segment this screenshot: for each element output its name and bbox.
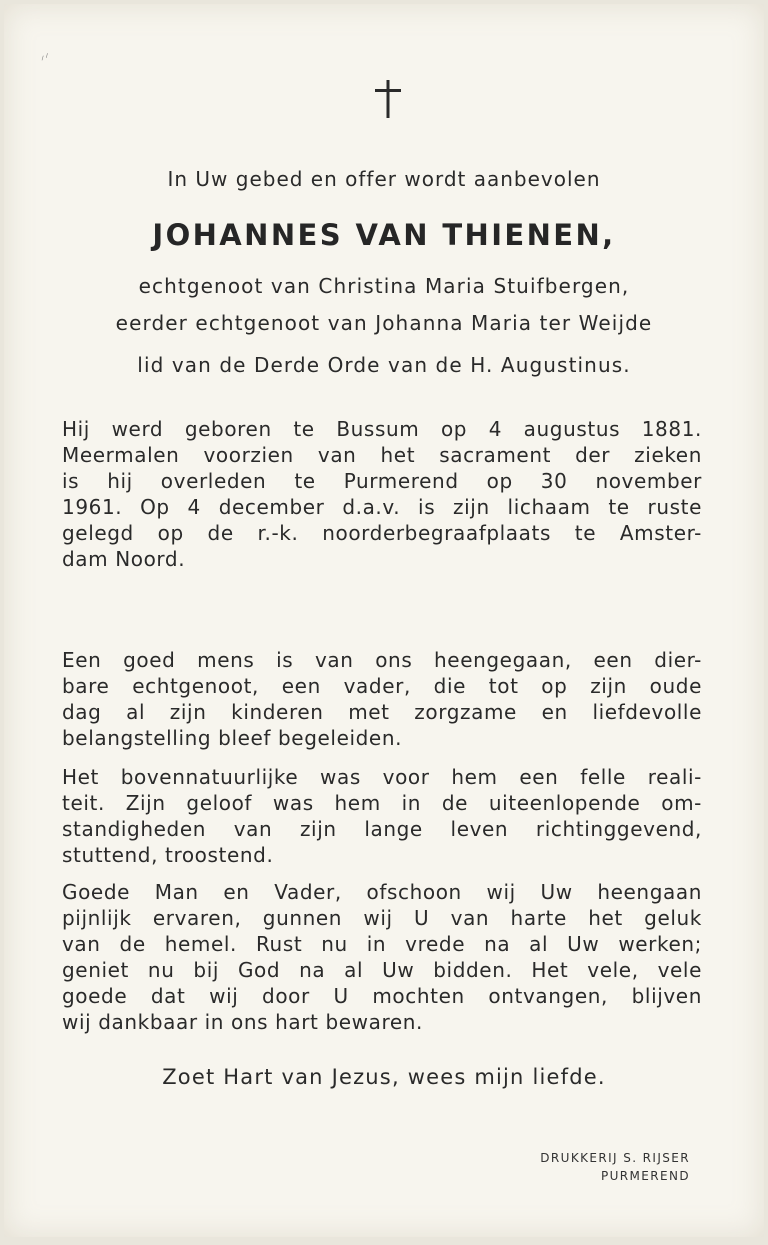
biography-paragraph	[62, 416, 702, 572]
paragraph-line: teit. Zijn geloof was hem in de uiteenlopende om-	[62, 791, 702, 815]
paragraph-line: wij dankbaar in ons hart bewaren.	[62, 1010, 423, 1034]
paragraph-line: pijnlijk ervaren, gunnen wij U van harte het geluk	[62, 906, 702, 930]
religious-order-line: lid van de Derde Orde van de H. Augustinus.	[137, 353, 631, 377]
paper-mark: ⸝⸝	[36, 48, 52, 63]
paragraph-line: dag al zijn kinderen met zorgzame en liefdevolle	[62, 700, 702, 724]
printer-imprint	[490, 1149, 690, 1185]
printer-city: PURMEREND	[600, 1169, 690, 1183]
printer-name: DRUKKERIJ S. RIJSER	[540, 1151, 690, 1165]
intro-line: In Uw gebed en offer wordt aanbevolen	[167, 167, 601, 191]
paragraph-line: Een goed mens is van ons heengegaan, een dier-	[62, 648, 702, 672]
paragraph-line: gelegd op de r.-k. noorderbegraafplaats te Amster-	[62, 521, 702, 545]
paragraph-line: 1961. Op 4 december d.a.v. is zijn lichaam te ruste	[62, 495, 702, 519]
farewell-paragraph	[62, 879, 702, 1035]
deceased-name: JOHANNES VAN THIENEN,	[152, 218, 616, 252]
cross-icon	[368, 74, 408, 124]
paragraph-line: Goede Man en Vader, ofschoon wij Uw heengaan	[62, 880, 702, 904]
paragraph-line: bare echtgenoot, een vader, die tot op zijn oude	[62, 674, 702, 698]
paragraph-line: Meermalen voorzien van het sacrament der zieken	[62, 443, 702, 467]
paragraph-line: Het bovennatuurlijke was voor hem een felle reali-	[62, 765, 702, 789]
paragraph-line: belangstelling bleef begeleiden.	[62, 726, 403, 750]
paragraph-line: van de hemel. Rust nu in vrede na al Uw werken;	[62, 932, 702, 956]
former-spouse-line: eerder echtgenoot van Johanna Maria ter Weijde	[115, 311, 653, 335]
memorial-card	[4, 4, 764, 1237]
paragraph-line: is hij overleden te Purmerend op 30 november	[62, 469, 702, 493]
paragraph-line: stuttend, troostend.	[62, 843, 274, 867]
paragraph-line: dam Noord.	[62, 547, 186, 571]
spouse-line: echtgenoot van Christina Maria Stuifbergen,	[138, 274, 630, 298]
paragraph-line: Hij werd geboren te Bussum op 4 augustus 1881.	[62, 417, 702, 441]
paragraph-line: goede dat wij door U mochten ontvangen, blijven	[62, 984, 702, 1008]
tribute-paragraph	[62, 647, 702, 751]
closing-prayer: Zoet Hart van Jezus, wees mijn liefde.	[162, 1065, 606, 1089]
paragraph-line: geniet nu bij God na al Uw bidden. Het vele, vele	[62, 958, 702, 982]
faith-paragraph	[62, 764, 702, 868]
paragraph-line: standigheden van zijn lange leven richtinggevend,	[62, 817, 702, 841]
